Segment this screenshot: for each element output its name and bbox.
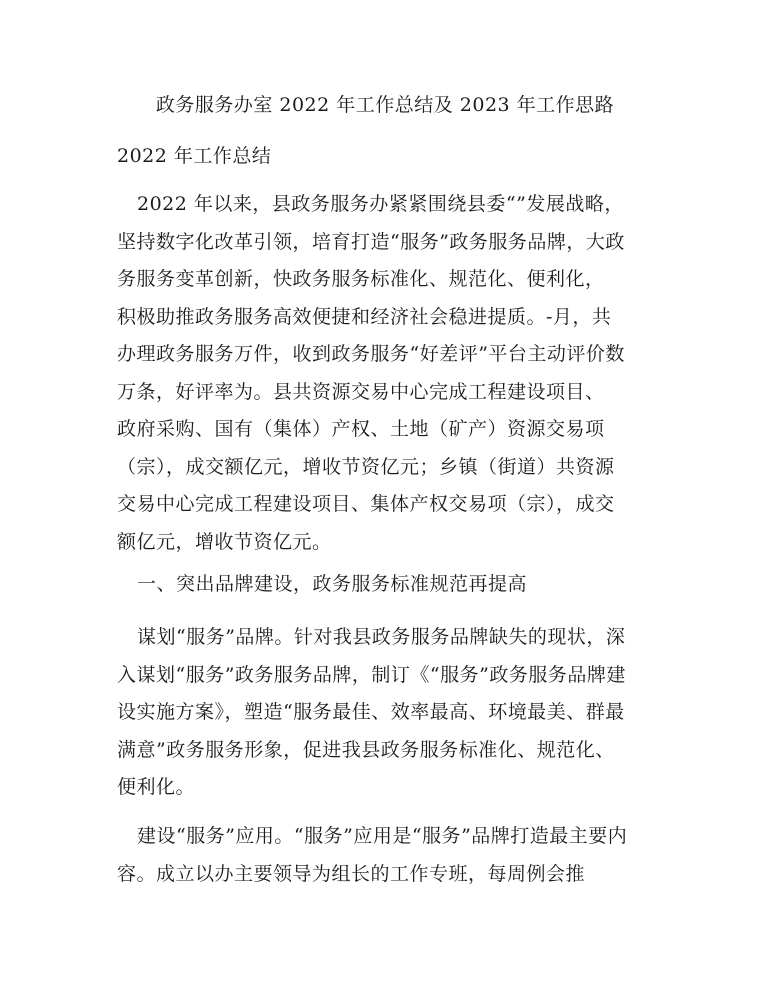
paragraph-line: 积极助推政务服务高效便捷和经济社会稳进提质。-月，共 — [117, 305, 612, 328]
subsection-heading — [117, 566, 661, 604]
document-title: 政务服务办室 2022 年工作总结及 2023 年工作思路 — [155, 94, 615, 116]
paragraph-app-building — [117, 818, 661, 893]
paragraph-line: （宗），成交额亿元，增收节资亿元；乡镇（街道）共资源 — [117, 455, 615, 478]
paragraph-line: 额亿元，增收节资亿元。 — [117, 530, 332, 553]
paragraph-overview — [117, 186, 661, 561]
subsection-heading-text: 一、突出品牌建设，政务服务标准规范再提高 — [137, 573, 528, 595]
paragraph-brand-planning — [117, 619, 661, 807]
section-heading: 2022 年工作总结 — [117, 145, 272, 167]
paragraph-line: 容。成立以办主要领导为组长的工作专班，每周例会推 — [117, 862, 586, 885]
paragraph-line: 务服务变革创新，快政务服务标准化、规范化、便利化， — [117, 268, 605, 290]
paragraph-line: 办理政务服务万件，收到政务服务“好差评”平台主动评价数 — [117, 343, 625, 365]
paragraph-line: 建设“服务”应用。“服务”应用是“服务”品牌打造最主要内 — [137, 825, 628, 847]
paragraph-line: 便利化。 — [117, 776, 196, 798]
paragraph-line: 政府采购、国有（集体）产权、土地（矿产）资源交易项 — [117, 418, 605, 440]
paragraph-line: 万条，好评率为。县共资源交易中心完成工程建设项目、 — [117, 380, 605, 403]
paragraph-line: 2022 年以来，县政务服务办紧紧围绕县委“”发展战略， — [137, 193, 624, 215]
paragraph-line: 入谋划“服务”政务服务品牌，制订《“服务”政务服务品牌建 — [117, 663, 626, 686]
paragraph-line: 谋划“服务”品牌。针对我县政务服务品牌缺失的现状，深 — [137, 626, 626, 648]
paragraph-line: 满意”政务服务形象，促进我县政务服务标准化、规范化、 — [117, 738, 615, 761]
paragraph-line: 交易中心完成工程建设项目、集体产权交易项（宗），成交 — [117, 493, 615, 515]
paragraph-line: 坚持数字化改革引领，培育打造“服务”政务服务品牌，大政 — [117, 230, 625, 253]
paragraph-line: 设实施方案》，塑造“服务最佳、效率最高、环境最美、群最 — [117, 701, 625, 723]
